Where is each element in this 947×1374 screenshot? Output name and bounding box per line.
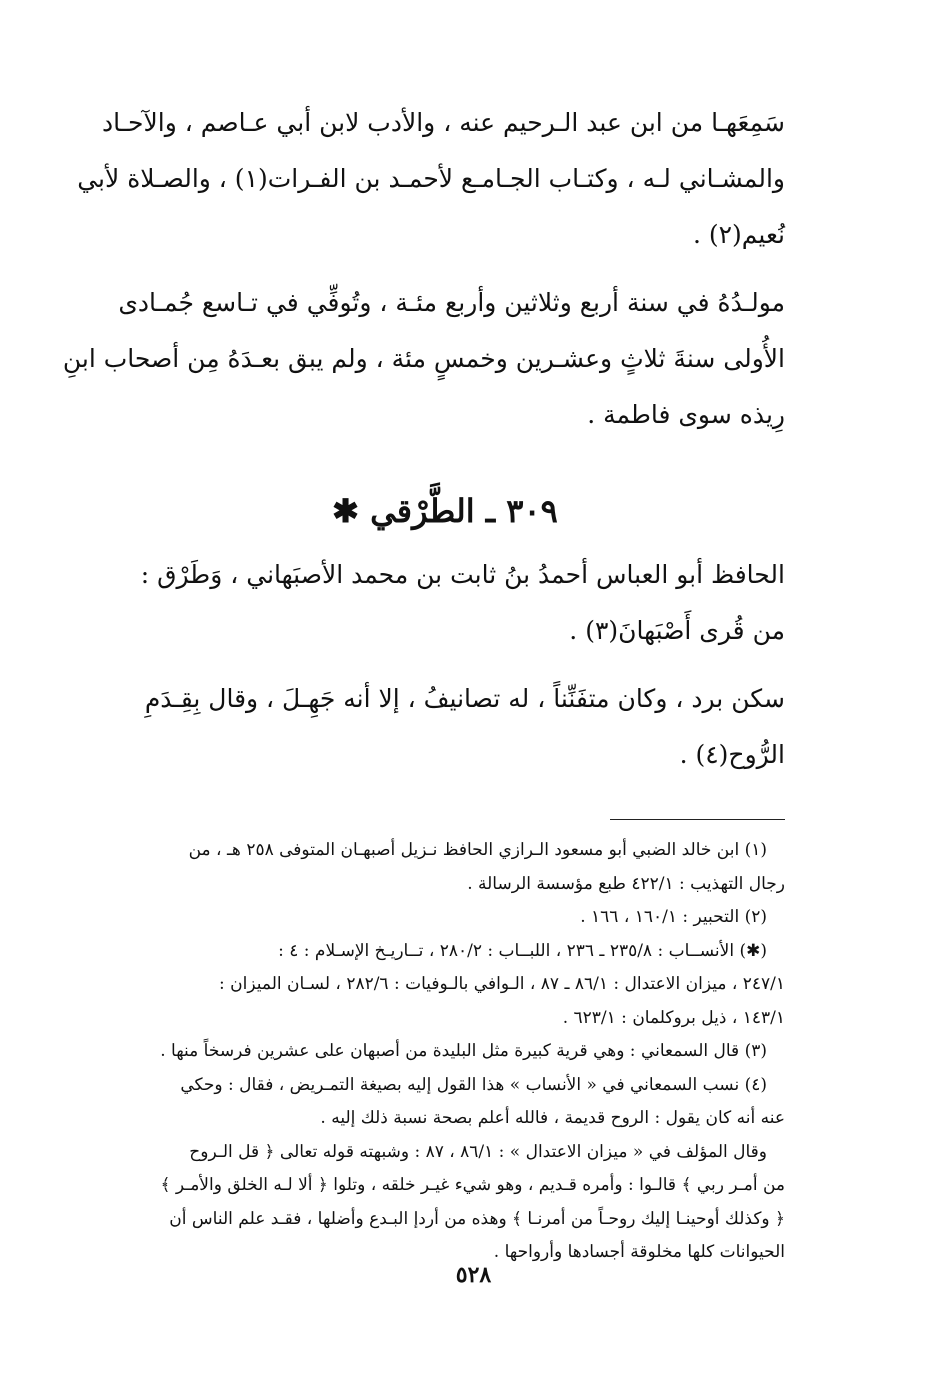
footnote-line: عنه أنه كان يقول : الروح قديمة ، فالله أعلم بصحة نسبة ذلك إليه . xyxy=(320,1108,785,1128)
body-paragraph-2 xyxy=(62,275,785,443)
text-line: من قُرى أَصْبَهانَ(٣) . xyxy=(569,616,785,645)
footnote-line: الحيوانات كلها مخلوقة أجسادها وأرواحها . xyxy=(493,1242,785,1262)
body-paragraph-1 xyxy=(77,95,785,263)
footnote-line: ٢٤٧/١ ، ميزان الاعتدال : ٨٦/١ ـ ٨٧ ، الـوافي بالـوفيات : ٢٨٢/٦ ، لسـان الميزان : xyxy=(219,974,785,994)
footnote-line: وقال المؤلف في « ميزان الاعتدال » : ٨٦/١ ، ٨٧ : وشبهته قوله تعالى ﴿ قل الـروح xyxy=(189,1141,767,1162)
text-line: سكن برد ، وكان متفَنِّناً ، له تصانيفُ ، إلا أنه جَهِـلَ ، وقال بِقِـدَمِ xyxy=(144,684,785,713)
footnote-line: (✱) الأنســاب : ٢٣٥/٨ ـ ٢٣٦ ، اللبــاب : ٢٨٠/٢ ، تــاريـخ الإسـلام : ٤ : xyxy=(278,940,767,961)
text-line: نُعيم(٢) . xyxy=(692,220,785,249)
entry-title: ٣٠٩ ـ الطَّرْقي ✱ xyxy=(332,492,558,530)
text-line: والمشـاني لـه ، وكتـاب الجـامـع لأحمـد بن الفـرات(١) ، والصـلاة لأبي xyxy=(77,164,785,193)
text-line: الأُولى سنةَ ثلاثٍ وعشـرين وخمسٍ مئة ، ولم يبق بعـدَهُ مِن أصحاب ابنِ xyxy=(62,344,785,373)
footnote-line: (٣) قال السمعاني : وهي قرية كبيرة مثل البليدة من أصبهان على عشرين فرسخاً منها . xyxy=(160,1041,767,1061)
footnote-separator-wrap xyxy=(105,783,785,834)
page-content xyxy=(62,95,785,1270)
page-number: ٥٢٨ xyxy=(455,1262,492,1288)
text-line: الرُّوح(٤) . xyxy=(679,740,785,769)
footnote-line: (٤) نسب السمعاني في « الأنساب » هذا القول إليه بصيغة التمـريض ، فقال : وحكي xyxy=(180,1074,767,1095)
footnote-line: ١٤٣/١ ، ذيل بروكلمان : ٦٢٣/١ . xyxy=(562,1007,785,1028)
entry-paragraph-1 xyxy=(105,547,785,659)
footnote-line: (١) ابن خالد الضبي أبو مسعود الـرازي الحافظ نـزيل أصبهـان المتوفى ٢٥٨ هـ ، من xyxy=(188,840,767,860)
footnote-line: (٢) التحبير : ١٦٠/١ ، ١٦٦ . xyxy=(580,907,767,927)
footnote-line: رجال التهذيب : ٤٢٢/١ طبع مؤسسة الرسالة . xyxy=(467,873,785,894)
footnote-line: من أمـر ربي ﴾ قالـوا : وأمره قـديم ، وهو شيء غيـر خلقه ، وتلوا ﴿ ألا لـه الخلق والأمـر ﴾ xyxy=(160,1175,785,1195)
text-line: رِيذه سوى فاطمة . xyxy=(587,400,785,429)
footnotes xyxy=(105,834,785,1270)
text-line: سَمِعَهـا من ابن عبد الـرحيم عنه ، والأدب لابن أبي عـاصم ، والآحـاد xyxy=(101,108,785,137)
footnote-separator xyxy=(610,819,785,820)
entry-paragraph-2 xyxy=(105,671,785,783)
text-line: مولـدُهُ في سنة أربع وثلاثين وأربع مئـة ، وتُوفِّي في تـاسع جُمـادى xyxy=(118,288,785,317)
text-line: الحافظ أبو العباس أحمدُ بنُ ثابت بن محمد الأصبَهاني ، وَطَرْق : xyxy=(140,560,785,589)
footnote-line: ﴿ وكذلك أوحينـا إليك روحـاً من أمرنـا ﴾ وهذه من أردإ البـدع وأضلها ، فقـد علم الناس أن xyxy=(169,1208,785,1229)
